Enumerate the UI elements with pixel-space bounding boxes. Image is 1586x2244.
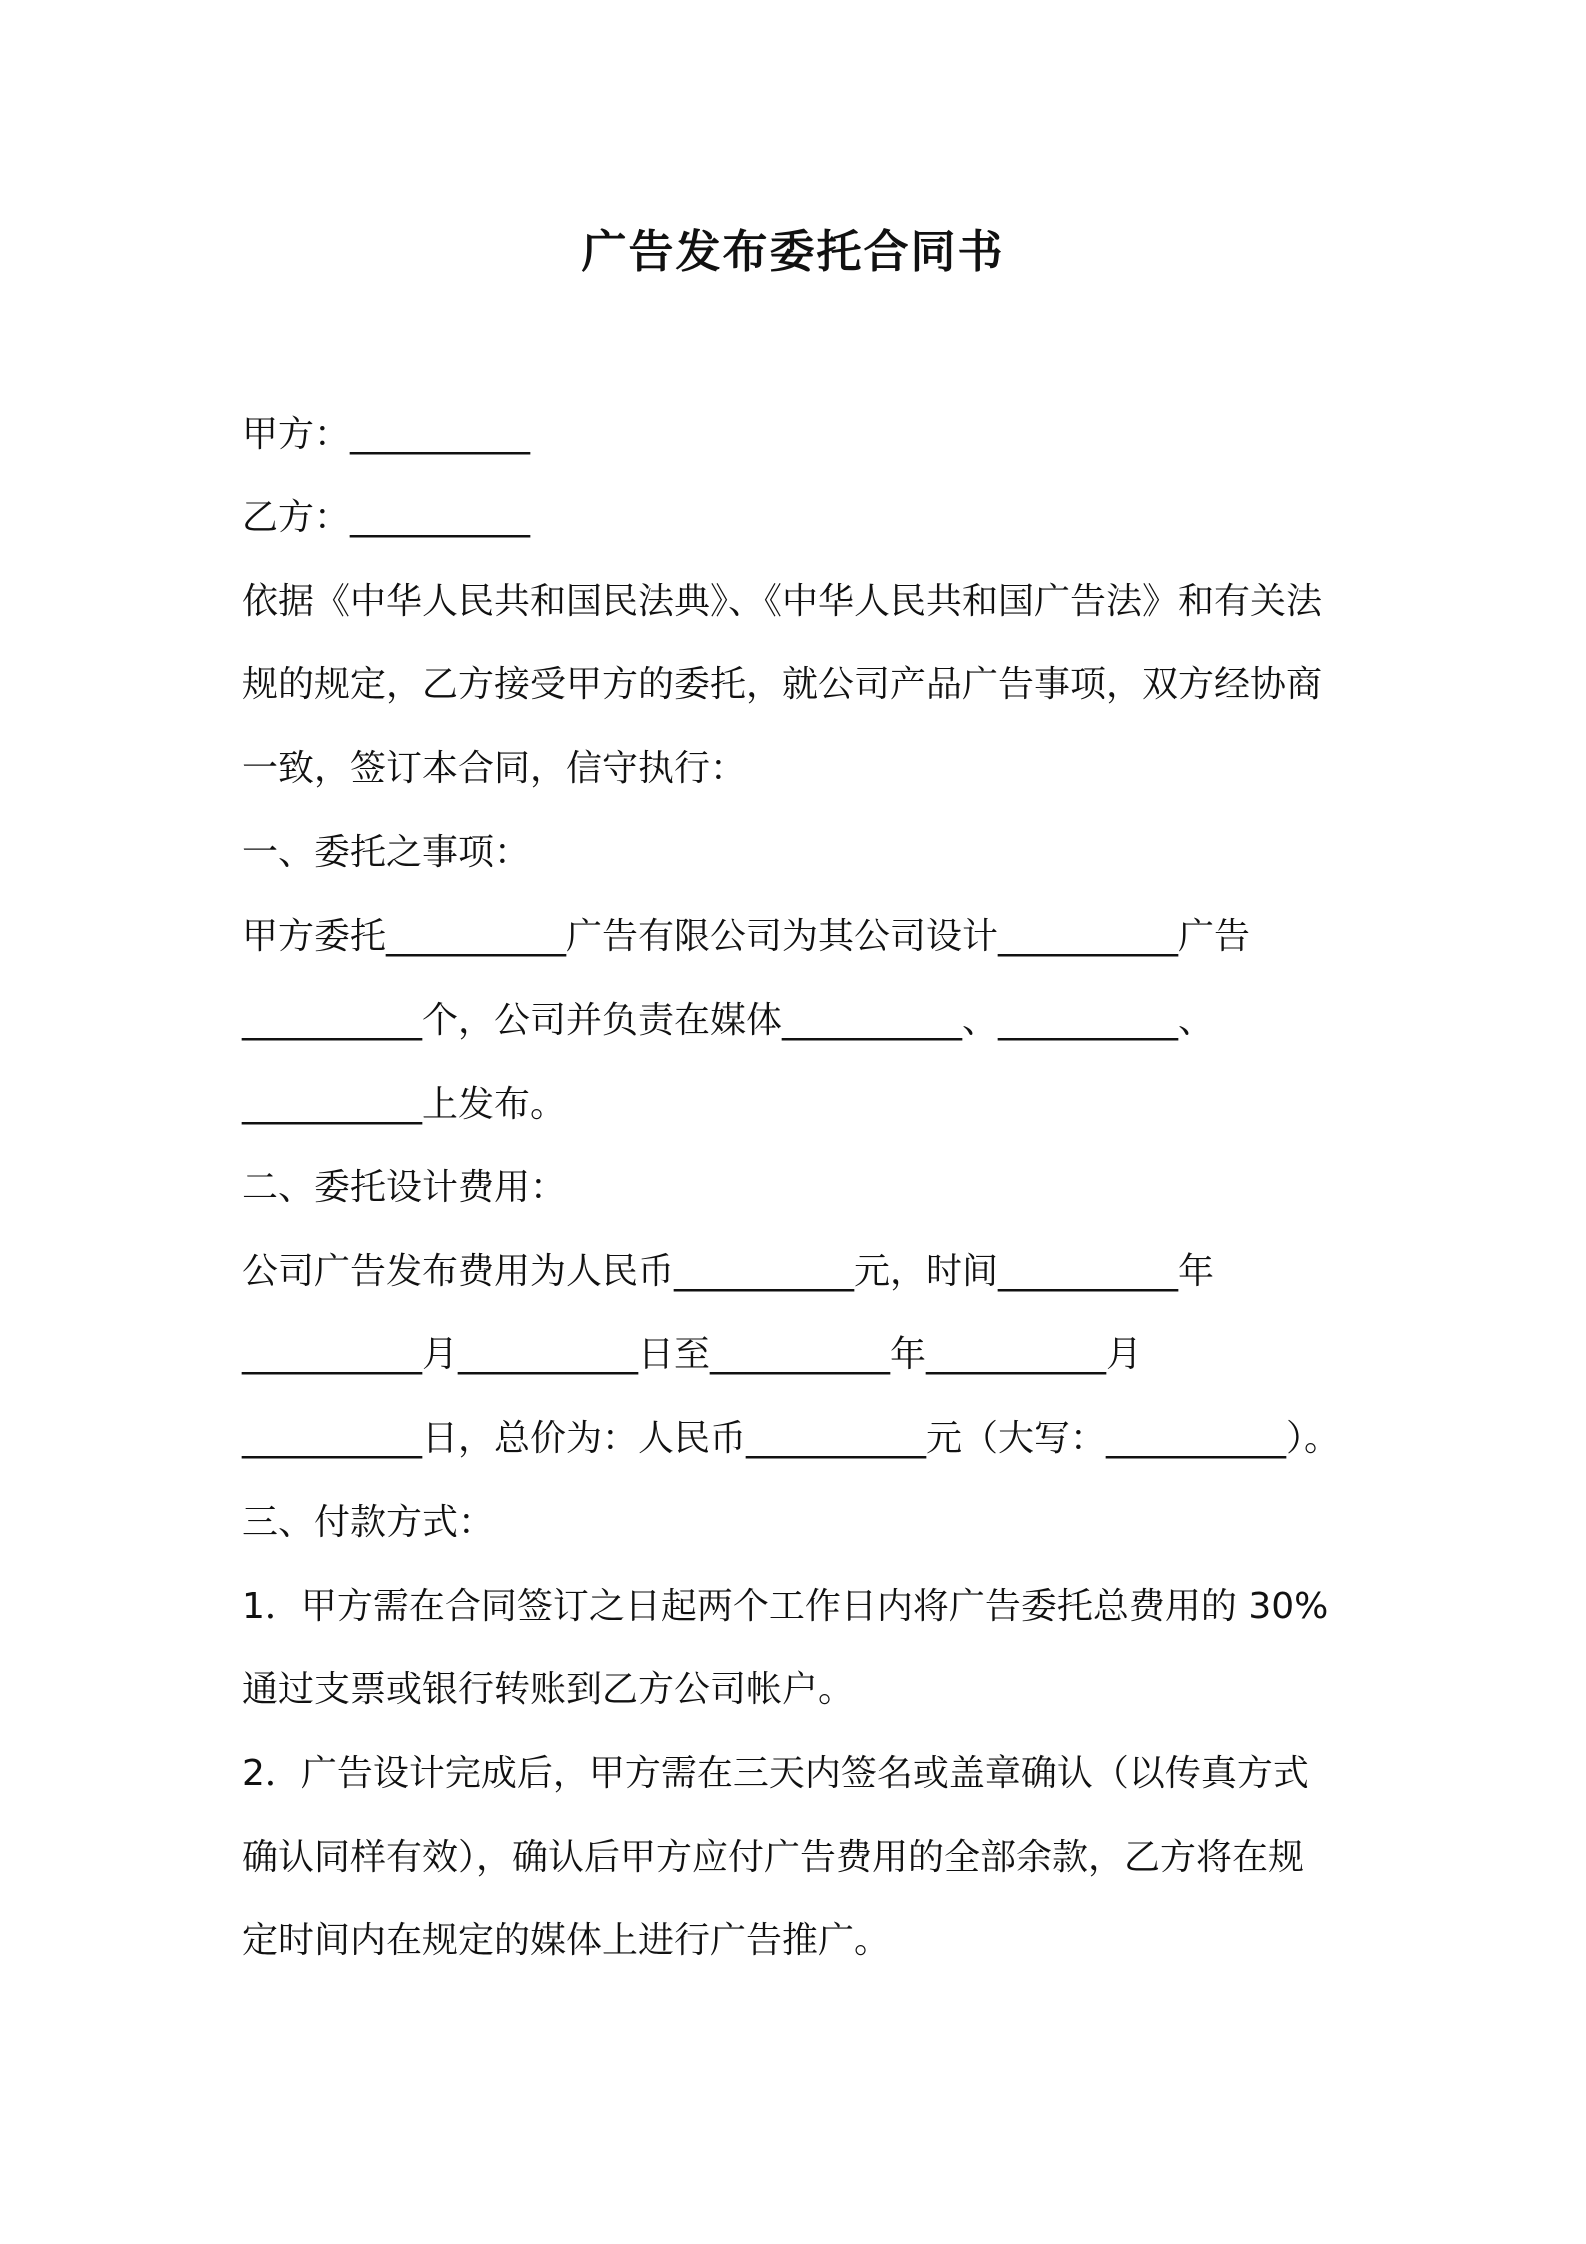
section-3-item-1-line-1: 1．甲方需在合同签订之日起两个工作日内将广告委托总费用的 30% xyxy=(242,1586,1329,1627)
section-2-heading: 二、委托设计费用： xyxy=(242,1167,567,1208)
section-2-line-2: __________月__________日至__________年__________月 xyxy=(242,1334,1142,1375)
section-1-line-3: __________上发布。 xyxy=(242,1084,567,1125)
preamble-line-2: 规的规定，乙方接受甲方的委托，就公司产品广告事项，双方经协商 xyxy=(242,664,1323,705)
section-1-heading: 一、委托之事项： xyxy=(242,832,531,873)
section-2-line-3: __________日，总价为：人民币__________元（大写：__________）。 xyxy=(242,1418,1341,1459)
section-3-item-1-line-2: 通过支票或银行转账到乙方公司帐户。 xyxy=(242,1669,855,1710)
section-3-heading: 三、付款方式： xyxy=(242,1502,495,1543)
party-b-line: 乙方：__________ xyxy=(242,497,531,538)
section-2-line-1: 公司广告发布费用为人民币__________元，时间__________年 xyxy=(242,1251,1215,1292)
section-1-line-2: __________个，公司并负责在媒体__________、__________、 xyxy=(242,1000,1215,1041)
preamble-line-1: 依据《中华人民共和国民法典》、《中华人民共和国广告法》和有关法 xyxy=(242,581,1323,622)
preamble-line-3: 一致，签订本合同，信守执行： xyxy=(242,748,747,789)
document-title: 广告发布委托合同书 xyxy=(581,225,1005,278)
section-3-item-2-line-1: 2．广告设计完成后，甲方需在三天内签名或盖章确认（以传真方式 xyxy=(242,1753,1309,1794)
section-3-item-2-line-2: 确认同样有效），确认后甲方应付广告费用的全部余款，乙方将在规 xyxy=(242,1837,1305,1878)
section-3-item-2-line-3: 定时间内在规定的媒体上进行广告推广。 xyxy=(242,1920,891,1961)
section-1-line-1: 甲方委托__________广告有限公司为其公司设计__________广告 xyxy=(242,916,1251,957)
party-a-line: 甲方：__________ xyxy=(242,414,531,455)
